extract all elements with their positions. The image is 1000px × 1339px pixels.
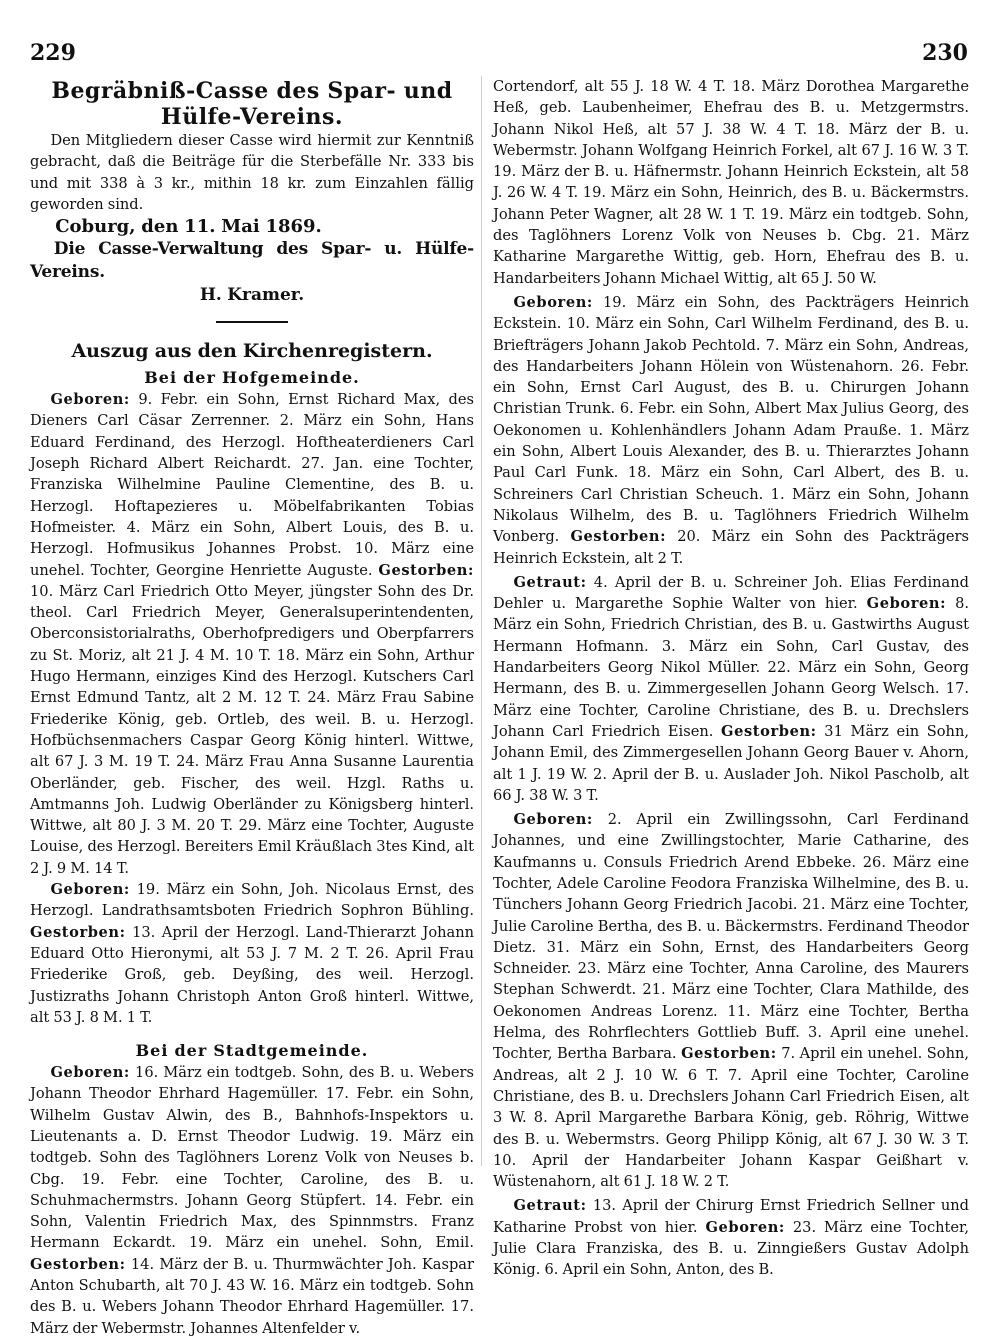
paragraph bbox=[30, 879, 474, 1028]
entry-label: Getraut: bbox=[513, 1197, 587, 1215]
notice-date: Coburg, den 11. Mai 1869. bbox=[55, 216, 322, 238]
entry-label: Getraut: bbox=[513, 573, 587, 591]
entry-label: Gestorben: bbox=[681, 1045, 777, 1063]
entry-text: 13. April der Herzogl. Land-Thierarzt Johann Eduard Otto Hieronymi, alt 53 J. 7 M. 2 T. 26. April Frau Friederike Groß, geb. Deyßing, des weil. Herzogl. Justizraths Johann Christoph Anton Groß hinterl. Wittwe, alt 53 J. 8 M. 1 T. bbox=[30, 923, 474, 1026]
entry-text: 19. März ein Sohn, Joh. Nicolaus Ernst, des Herzogl. Landrathsamtsboten Friedrich Sophron Bühling. bbox=[30, 881, 474, 920]
entry-text: 4. April der B. u. Schreiner Joh. Elias Ferdinand Dehler u. Margarethe Sophie Walter von hier. bbox=[493, 573, 969, 613]
right-column bbox=[493, 76, 969, 1281]
entry-label: Gestorben: bbox=[570, 528, 667, 546]
entry-label: Gestorben: bbox=[721, 722, 817, 740]
entry-text: 7. April ein unehel. Sohn, Andreas, alt 2 J. 10 W. 6 T. 7. April eine Tochter, Caroline Christiane, des B. u. Drechslers Johann Carl Friedrich Eisen, alt 3 W. 8. April Margarethe Barbara König, geb. Röhrig, Wittwe des B. u. Webermstrs. Georg Philipp König, alt 67 J. 30 W. 3 T. 10. April der Handarbeiter Johann Kaspar Geißhart v. Wüstenahorn, alt 61 J. 18 W. 2 T. bbox=[493, 1045, 970, 1191]
section-title: Auszug aus den Kirchenregistern. bbox=[71, 340, 433, 363]
left-column bbox=[30, 76, 474, 1339]
entry-label: Geboren: bbox=[50, 1064, 130, 1082]
paragraph bbox=[493, 572, 969, 806]
entry-label: Gestorben: bbox=[378, 561, 475, 579]
entry-label: Geboren: bbox=[50, 881, 130, 899]
entry-text: 16. März ein todtgeb. Sohn, des B. u. Webers Johann Theodor Ehrhard Hagemüller. 17. Febr. ein Sohn, Wilhelm Gustav Alwin, des B., Bahnhofs-Inspektors u. Lieutenants a. D. Ernst Theodor Ludwig. 19. März ein todtgeb. Sohn des Taglöhners Lorenz Volk von Neuses b. Cbg. 19. Febr. eine Tochter, Caroline, des B. u. Schuhmachermstrs. Johann Georg Stüpfert. 14. Febr. ein Sohn, Valentin Friedrich Max, des Spinnmstrs. Franz Hermann Eckardt. 19. März ein unehel. Sohn, Emil. bbox=[30, 1064, 474, 1252]
entry-text: 9. Febr. ein Sohn, Ernst Richard Max, des Dieners Carl Cäsar Zerrenner. 2. März ein Sohn, Hans Eduard Ferdinand, des Herzogl. Hoftheaterdieners Carl Joseph Richard Albert Reichardt. 27. Jan. eine Tochter, Franziska Wilhelmine Pauline Clementine, des B. u. Herzogl. Hoftapezieres u. Möbelfabrikanten Tobias Hofmeister. 4. März ein Sohn, Albert Louis, des B. u. Herzogl. Hofmusikus Johannes Probst. 10. März eine unehel. Tochter, Georgine Henriette Auguste. bbox=[30, 391, 475, 579]
paragraph bbox=[30, 1062, 474, 1339]
entry-label: Geboren: bbox=[513, 293, 593, 311]
page-number-right: 230 bbox=[922, 40, 968, 66]
entry-label: Geboren: bbox=[50, 391, 130, 409]
notice-signature: H. Kramer. bbox=[199, 285, 305, 306]
entry-label: Gestorben: bbox=[30, 1255, 126, 1273]
paragraph bbox=[493, 1195, 969, 1280]
column-divider bbox=[481, 76, 482, 1166]
entry-text: 23. März eine Tochter, Julie Clara Franziska, des B. u. Zinngießers Gustav Adolph König. 6. April ein Sohn, Anton, des B. bbox=[493, 1218, 970, 1279]
entry-text: 8. März ein Sohn, Friedrich Christian, des B. u. Gastwirths August Hermann Hofmann. 3. März ein Sohn, Carl Gustav, des Handarbeiters Georg Nikol Müller. 22. März ein Sohn, Georg Hermann, des B. u. Zimmergesellen Johann Georg Welsch. 17. März eine Tochter, Caroline Christiane, des B. u. Drechslers Johann Carl Friedrich Eisen. bbox=[493, 595, 970, 740]
entry-label: Geboren: bbox=[866, 595, 947, 613]
entry-label: Geboren: bbox=[705, 1218, 785, 1236]
entry-text: 31 März ein Sohn, Johann Emil, des Zimmergesellen Johann Georg Bauer v. Ahorn, alt 1 J. 19 W. 2. April der B. u. Auslader Joh. Nikol Pascholb, alt 66 J. 38 W. 3 T. bbox=[493, 722, 969, 804]
subsection-title-hof: Bei der Hofgemeinde. bbox=[144, 368, 360, 388]
paragraph bbox=[493, 809, 969, 1192]
notice-title: Begräbniß-Casse des Spar- und Hülfe-Vereins. bbox=[51, 78, 453, 130]
notice-body: Den Mitgliedern dieser Casse wird hiermit zur Kenntniß gebracht, daß die Beiträge für die Sterbefälle Nr. 333 bis und mit 338 à 3 kr., mithin 18 kr. zum Einzahlen fällig geworden sind. bbox=[30, 132, 474, 213]
subsection-title-stadt: Bei der Stadtgemeinde. bbox=[135, 1041, 369, 1061]
entry-text: 20. März ein Sohn des Packträgers Heinrich Eckstein, alt 2 T. bbox=[493, 528, 970, 567]
notice-organization: Die Casse-Verwaltung des Spar- u. Hülfe-Vereins. bbox=[30, 239, 474, 283]
entry-label: Geboren: bbox=[513, 811, 593, 829]
entry-text: 14. März der B. u. Thurmwächter Joh. Kaspar Anton Schubarth, alt 70 J. 43 W. 16. März ein todtgeb. Sohn des B. u. Webers Johann Theodor Ehrhard Hagemüller. 17. März der Webermstr. Johannes Altenfelder v. bbox=[30, 1255, 474, 1337]
entry-text: 10. März Carl Friedrich Otto Meyer, jüngster Sohn des Dr. theol. Carl Friedrich Meyer, Generalsuperintendenten, Oberconsistorialraths, Oberhofpredigers und Oberpfarrers zu St. Moriz, alt 21 J. 4 M. 10 T. 18. März ein Sohn, Arthur Hugo Hermann, einziges Kind des Herzogl. Kutschers Carl Ernst Edmund Tantz, alt 2 M. 12 T. 24. März Frau Sabine Friederike König, geb. Ortleb, des weil. B. u. Herzogl. Hofbüchsenmachers Caspar Georg König hinterl. Wittwe, alt 67 J. 3 M. 19 T. 24. März Frau Anna Susanne Laurentia Oberländer, geb. Fischer, des weil. Hzgl. Raths u. Amtmanns Joh. Ludwig Oberländer zu Königsberg hinterl. Wittwe, alt 80 J. 3 M. 20 T. 29. März eine Tochter, Auguste Louise, des Herzogl. Bereiters Emil Kräußlach 3tes Kind, alt 2 J. 9 M. 14 T. bbox=[30, 582, 474, 877]
paragraph bbox=[30, 389, 474, 879]
page-number-left: 229 bbox=[30, 40, 76, 66]
entry-text: 2. April ein Zwillingssohn, Carl Ferdinand Johannes, und eine Zwillingstochter, Marie Catharine, des Kaufmanns u. Consuls Friedrich Arend Ebbeke. 26. März eine Tochter, Adele Caroline Feodora Franziska Wilhelmine, des B. u. Tünchers Johann Georg Friedrich Jacobi. 21. März eine Tochter, Julie Caroline Bertha, des B. u. Bäckermstrs. Ferdinand Theodor Dietz. 31. März ein Sohn, Ernst, des Handarbeiters Georg Schneider. 23. März eine Tochter, Anna Caroline, des Maurers Stephan Schwerdt. 21. März eine Tochter, Clara Mathilde, des Oekonomen Andreas Lorenz. 11. März eine Tochter, Bertha Helma, des Rohrflechters Gottlieb Buff. 3. April eine unehel. Tochter, Bertha Barbara. bbox=[493, 811, 970, 1063]
paragraph: Cortendorf, alt 55 J. 18 W. 4 T. 18. März Dorothea Margarethe Heß, geb. Laubenheimer, Ehefrau des B. u. Metzgermstrs. Johann Nikol Heß, alt 57 J. 38 W. 4 T. 18. März der B. u. Webermstr. Johann Wolfgang Heinrich Forkel, alt 67 J. 16 W. 3 T. 19. März der B. u. Häfnermstr. Johann Heinrich Eckstein, alt 58 J. 26 W. 4 T. 19. März ein Sohn, Heinrich, des B. u. Bäckermstrs. Johann Peter Wagner, alt 28 W. 1 T. 19. März ein todtgeb. Sohn, des Taglöhners Lorenz Volk von Neuses b. Cbg. 21. März Katharine Margarethe Wittig, geb. Horn, Ehefrau des B. u. Handarbeiters Johann Michael Wittig, alt 65 J. 50 W. bbox=[493, 78, 969, 287]
entry-label: Gestorben: bbox=[30, 923, 126, 941]
section-divider bbox=[216, 321, 288, 323]
paragraph bbox=[493, 292, 969, 569]
entry-text: 13. April der Chirurg Ernst Friedrich Sellner und Katharine Probst von hier. bbox=[493, 1197, 969, 1236]
entry-text: 19. März ein Sohn, des Packträgers Heinrich Eckstein. 10. März ein Sohn, Carl Wilhelm Ferdinand, des B. u. Briefträgers Johann Jakob Pechtold. 7. März ein Sohn, Andreas, des Handarbeiters Johann Hölein von Wüstenahorn. 26. Febr. ein Sohn, Ernst Carl August, des B. u. Chirurgen Johann Christian Trunk. 6. Febr. ein Sohn, Albert Max Julius Georg, des Oekonomen u. Kohlenhändlers Johann Adam Prauße. 1. März ein Sohn, Albert Louis Alexander, des B. u. Thierarztes Johann Paul Carl Funk. 18. März ein Sohn, Carl Albert, des B. u. Schreiners Carl Christian Scheuch. 1. März ein Sohn, Johann Nikolaus Wilhelm, des B. u. Taglöhners Friedrich Wilhelm Vonberg. bbox=[493, 293, 970, 546]
